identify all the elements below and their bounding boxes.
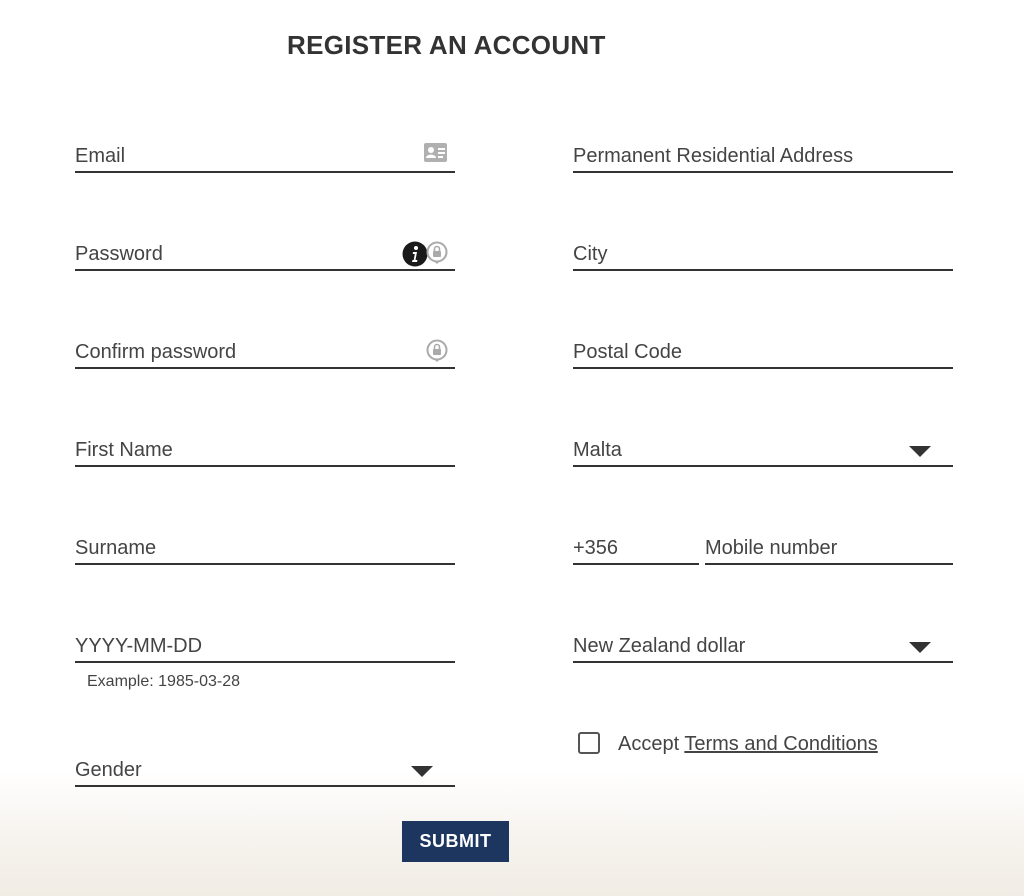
gender-select[interactable] <box>75 755 455 787</box>
address-field[interactable] <box>573 141 953 173</box>
confirm-password-input[interactable] <box>75 337 455 367</box>
currency-select[interactable] <box>573 631 953 663</box>
terms-row <box>578 733 878 756</box>
lock-icon[interactable] <box>426 339 448 368</box>
email-input[interactable] <box>75 141 455 171</box>
birthdate-field[interactable] <box>75 631 455 663</box>
info-icon[interactable] <box>402 241 428 272</box>
postal-code-input[interactable] <box>573 337 953 367</box>
lock-icon[interactable] <box>426 241 448 270</box>
currency-value: New Zealand dollar <box>573 635 746 657</box>
caret-down-icon <box>411 766 433 777</box>
mobile-number-field[interactable] <box>705 533 953 565</box>
gender-label: Gender <box>75 759 142 781</box>
first-name-input[interactable] <box>75 435 455 465</box>
phone-prefix: +356 <box>573 537 619 559</box>
terms-link[interactable]: Terms and Conditions <box>684 733 878 755</box>
address-input[interactable] <box>573 141 953 171</box>
first-name-field[interactable] <box>75 435 455 467</box>
caret-down-icon <box>909 446 931 457</box>
submit-button[interactable]: SUBMIT <box>402 821 509 862</box>
postal-code-field[interactable] <box>573 337 953 369</box>
terms-checkbox[interactable] <box>578 732 600 754</box>
terms-prefix: Accept <box>618 733 680 755</box>
email-field[interactable] <box>75 141 455 173</box>
country-value: Malta <box>573 439 622 461</box>
page-title: REGISTER AN ACCOUNT <box>287 30 606 60</box>
birthdate-input[interactable] <box>75 631 455 661</box>
surname-field[interactable] <box>75 533 455 565</box>
birthdate-hint: Example: 1985-03-28 <box>87 673 240 690</box>
password-input[interactable] <box>75 239 455 269</box>
phone-prefix-field[interactable] <box>573 533 699 565</box>
surname-input[interactable] <box>75 533 455 563</box>
city-input[interactable] <box>573 239 953 269</box>
id-card-icon <box>423 142 448 168</box>
mobile-number-input[interactable] <box>705 533 953 563</box>
caret-down-icon <box>909 642 931 653</box>
confirm-password-field[interactable] <box>75 337 455 369</box>
city-field[interactable] <box>573 239 953 271</box>
password-field[interactable] <box>75 239 455 271</box>
country-select[interactable] <box>573 435 953 467</box>
